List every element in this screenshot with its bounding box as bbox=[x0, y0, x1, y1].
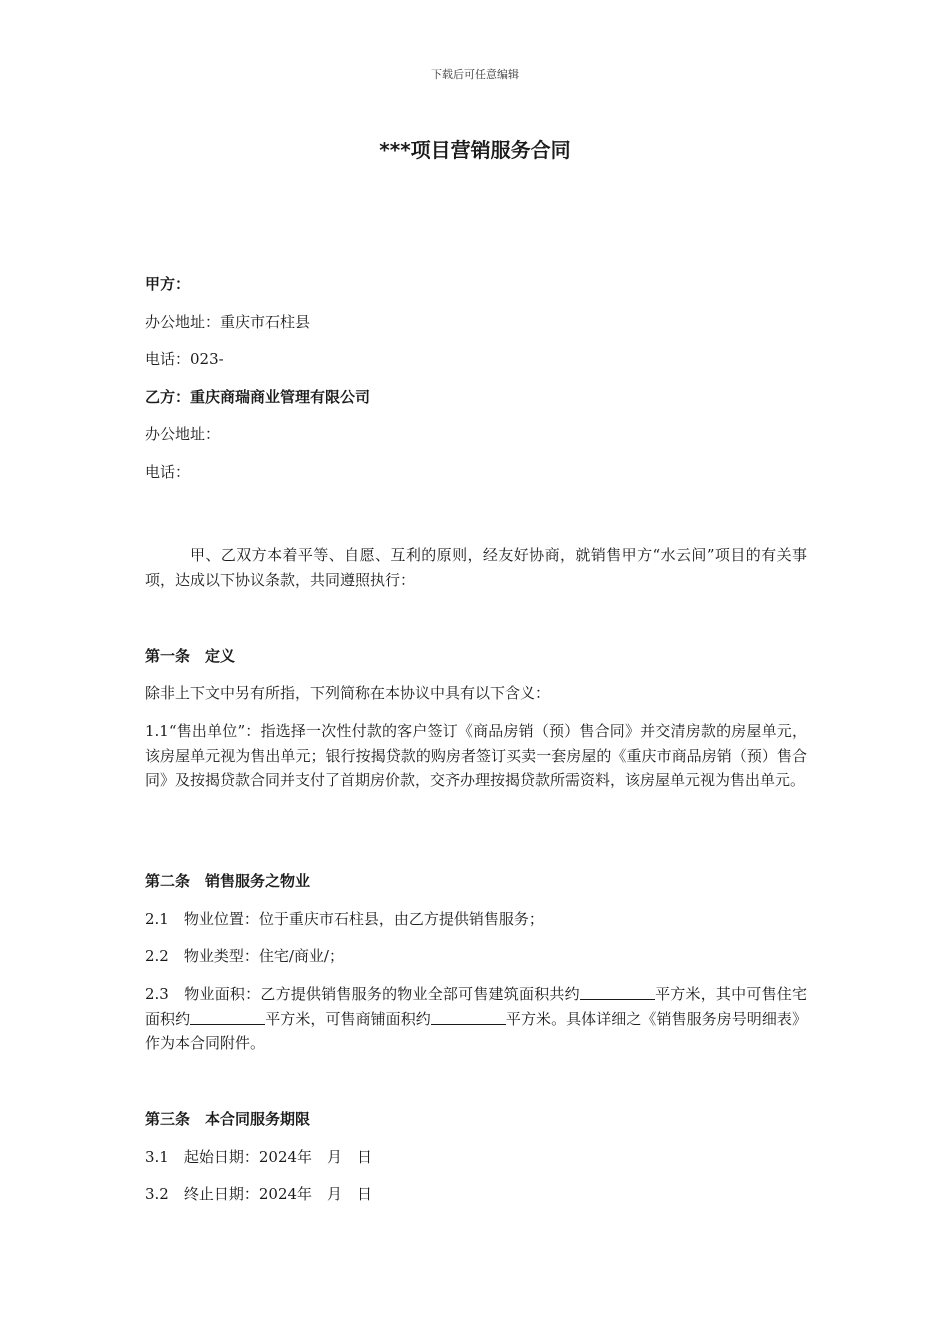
item-3-text-d: 平方米。具体详细之《销售服务房号明细表》作为本合同附件。 bbox=[145, 1009, 807, 1052]
article-1-item-1: 1.1“售出单位”：指选择一次性付款的客户签订《商品房销（预）售合同》并交清房款的房屋单元，该房屋单元视为售出单元；银行按揭贷款的购房者签订买卖一套房屋的《重庆市商品房销（预）售合同》及按揭贷款合同并支付了首期房价款，交齐办理按揭贷款所需资料，该房屋单元视为售出单元。 bbox=[145, 722, 807, 789]
article-1-lead: 除非上下文中另有所指，下列简称在本协议中具有以下含义： bbox=[145, 684, 551, 702]
article-3-item-2: 3.2 终止日期：2024年 月 日 bbox=[145, 1185, 373, 1203]
page-title: ***项目营销服务合同 bbox=[379, 138, 571, 162]
blank-line-total-area bbox=[580, 985, 655, 1000]
article-2-heading: 第二条 销售服务之物业 bbox=[145, 872, 311, 890]
article-2-item-1: 2.1 物业位置：位于重庆市石柱县，由乙方提供销售服务； bbox=[145, 910, 544, 928]
page-header: 下载后可任意编辑 bbox=[431, 68, 519, 81]
party-b-address: 办公地址： bbox=[145, 425, 221, 443]
article-3-heading: 第三条 本合同服务期限 bbox=[145, 1110, 311, 1128]
party-a-address: 办公地址：重庆市石柱县 bbox=[145, 313, 311, 331]
blank-line-residential-area bbox=[190, 1010, 265, 1025]
article-2-item-2: 2.2 物业类型：住宅/商业/； bbox=[145, 947, 344, 965]
party-a-label: 甲方： bbox=[145, 275, 191, 293]
item-3-text-c: 平方米，可售商铺面积约 bbox=[265, 1009, 431, 1028]
party-b-label: 乙方：重庆商瑞商业管理有限公司 bbox=[145, 388, 371, 406]
item-3-text-a: 2.3 物业面积：乙方提供销售服务的物业全部可售建筑面积共约 bbox=[145, 985, 580, 1003]
intro-paragraph: 甲、乙双方本着平等、自愿、互利的原则，经友好协商，就销售甲方“水云间”项目的有关事项，达成以下协议条款，共同遵照执行： bbox=[145, 546, 807, 589]
blank-line-shop-area bbox=[431, 1010, 506, 1025]
article-1-heading: 第一条 定义 bbox=[145, 647, 236, 665]
party-a-phone: 电话：023- bbox=[145, 350, 224, 368]
article-3-item-1: 3.1 起始日期：2024年 月 日 bbox=[145, 1148, 373, 1166]
item-3-text-b: 平方米，其中可售住宅面积约 bbox=[145, 985, 807, 1028]
article-2-item-3 bbox=[145, 982, 807, 1056]
party-b-phone: 电话： bbox=[145, 463, 191, 481]
